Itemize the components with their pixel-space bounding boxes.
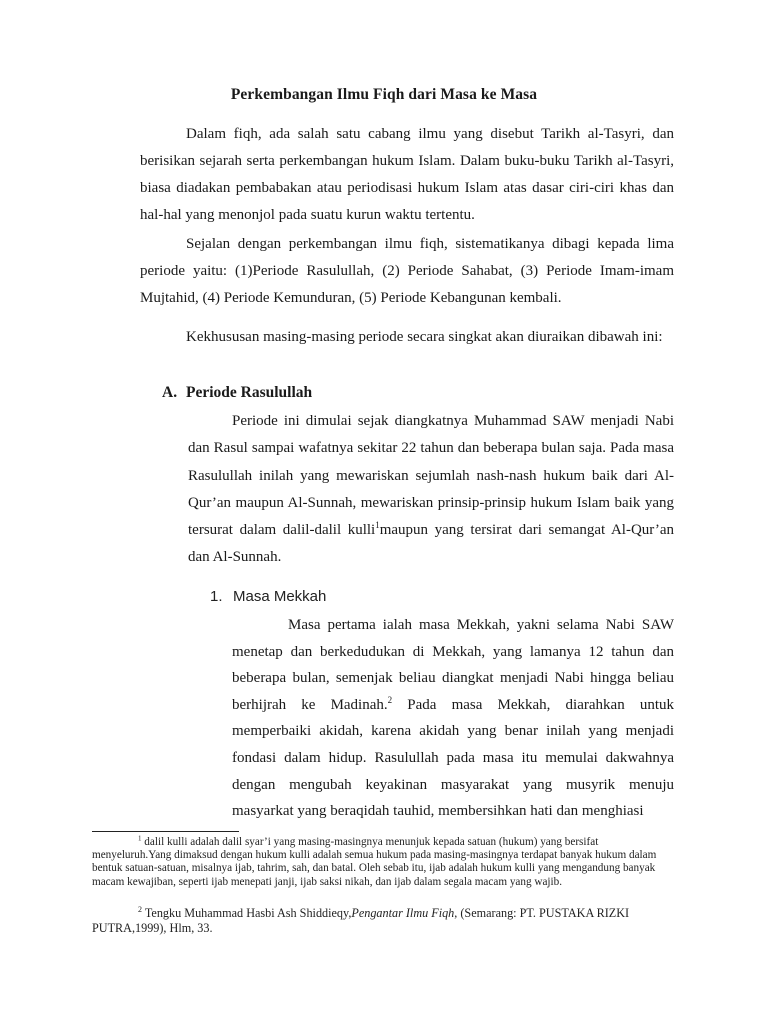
subsection-paragraph <box>232 612 674 825</box>
paragraph-summary: Kekhususan masing-masing periode secara singkat akan diuraikan dibawah ini: <box>186 329 663 345</box>
footnote-ref-2: 2 <box>387 694 393 705</box>
subsection-marker: 1. <box>210 588 223 605</box>
footnote-2-text-2: , (Semarang: PT. PUSTAKA RIZKI PUTRA,1999), Hlm, 33. <box>92 906 630 935</box>
footnote-2-book-title: Pengantar Ilmu Fiqh <box>351 906 455 920</box>
footnote-ref-1: 1 <box>375 520 380 531</box>
footnote-1 <box>92 836 674 889</box>
section-paragraph <box>188 408 674 572</box>
subsection-text-2: Pada masa Mekkah, diarahkan untuk memperbaiki akidah, karena akidah yang benar inilah yang menjadi fondasi dalam hidup. Rasulullah pada masa itu memulai dakwahnya dengan mengubah keyakinan masyarakat yang musyrik menuju masyarkat yang beraqidah tauhid, membersihkan hati dan menghiasi <box>232 696 674 820</box>
footnote-separator <box>92 831 239 832</box>
section-marker: A. <box>162 384 178 401</box>
subsection-heading <box>210 588 326 605</box>
section-text-1: Periode ini dimulai sejak diangkatnya Muhammad SAW menjadi Nabi dan Rasul sampai wafatnya sekitar 22 tahun dan beberapa bulan saja. Pada masa Rasulullah inilah yang mewariskan sejumlah nash-nash hukum baik dari Al-Qur’an maupun Al-Sunnah, mewariskan prinsip-prinsip hukum Islam baik yang tersurat dalam dalil-dalil kulli <box>188 413 674 539</box>
footnote-2-number: 2 <box>138 904 142 914</box>
paragraph-intro: Dalam fiqh, ada salah satu cabang ilmu yang disebut Tarikh al-Tasyri, dan berisikan sejarah serta perkembangan hukum Islam. Dalam buku-buku Tarikh al-Tasyri, biasa diadakan pembabakan atau periodisasi hukum Islam atas dasar ciri-ciri khas dan hal-hal yang menonjol pada suatu kurun waktu tertentu. <box>140 126 674 223</box>
footnote-2-text-1: Tengku Muhammad Hasbi Ash Shiddieqy, <box>142 906 352 920</box>
footnote-2 <box>92 906 674 936</box>
section-heading <box>162 384 312 402</box>
section-text-2: maupun yang tersirat dari semangat Al-Qur’an dan Al-Sunnah. <box>188 522 674 566</box>
section-heading-text: Periode Rasulullah <box>186 384 313 401</box>
subsection-heading-text: Masa Mekkah <box>233 588 327 605</box>
paragraph-periods: Sejalan dengan perkembangan ilmu fiqh, sistematikanya dibagi kepada lima periode yaitu: (1)Periode Rasulullah, (2) Periode Sahabat, (3) Periode Imam-imam Mujtahid, (4) Periode Kemunduran, (5) Periode Kebangunan kembali. <box>140 236 674 306</box>
footnote-1-number: 1 <box>138 834 142 843</box>
document-title: Perkembangan Ilmu Fiqh dari Masa ke Masa <box>230 86 538 103</box>
footnote-1-text: dalil kulli adalah dalil syar’i yang masing-masingnya menunjuk kepada satuan (hukum) yang bersifat menyeluruh.Yang dimaksud dengan hukum kulli adalah semua hukum pada masing-masingnya terdapat banyak hukum dalam bentuk satuan-satuan, misalnya ijab, tahrim, sah, dan batal. Oleh sebab itu, ijab adalah hukum kulli yang mengandung banyak macam kewajiban, seperti ijab menepati janji, ijab saksi nikah, dan ijab dalam segala macam yang wajib. <box>92 836 657 888</box>
subsection-text-1: Masa pertama ialah masa Mekkah, yakni selama Nabi SAW menetap dan berkedudukan di Mekkah, yang lamanya 12 tahun dan beberapa bulan, semenjak beliau diangkat menjadi Nabi hingga beliau berhijrah ke Madinah. <box>232 617 674 713</box>
